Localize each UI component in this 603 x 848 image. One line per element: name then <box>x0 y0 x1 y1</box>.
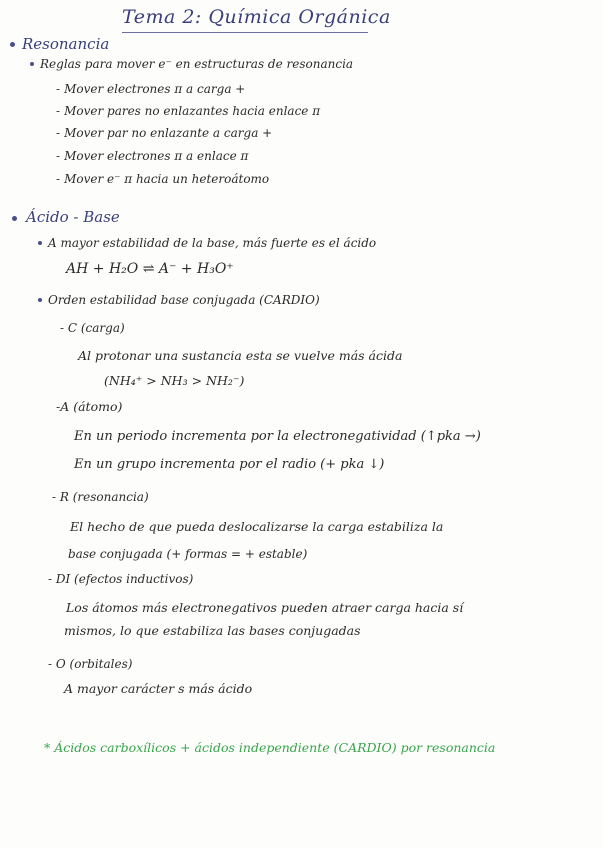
r-heading: - R (resonancia) <box>52 490 149 504</box>
order-heading: Orden estabilidad base conjugada (CARDIO) <box>48 293 320 307</box>
bullet-order <box>38 298 42 302</box>
di-text-2: mismos, lo que estabiliza las bases conjugadas <box>64 623 361 638</box>
bullet-reglas <box>30 62 34 66</box>
o-text: A mayor carácter s más ácido <box>64 681 253 696</box>
bullet-acido-base <box>12 216 17 221</box>
rule-item: - Mover electrones π a carga + <box>56 82 246 96</box>
r-text-2: base conjugada (+ formas = + estable) <box>68 547 308 561</box>
rule-item: - Mover electrones π a enlace π <box>56 149 249 163</box>
di-text-1: Los átomos más electronegativos pueden atraer carga hacia sí <box>66 600 464 615</box>
heading-resonancia: Resonancia <box>22 35 110 53</box>
highlight-note: * Ácidos carboxílicos + ácidos independiente (CARDIO) por resonancia <box>44 740 496 755</box>
stability-note: A mayor estabilidad de la base, más fuerte es el ácido <box>48 236 377 250</box>
rule-item: - Mover pares no enlazantes hacia enlace π <box>56 104 321 118</box>
r-text-1: El hecho de que pueda deslocalizarse la carga estabiliza la <box>70 519 444 534</box>
heading-acido-base: Ácido - Base <box>26 208 120 226</box>
acid-base-equation: AH + H₂O ⇌ A⁻ + H₃O⁺ <box>66 261 234 277</box>
rule-item: - Mover e⁻ π hacia un heteroátomo <box>56 172 270 186</box>
o-heading: - O (orbitales) <box>48 657 133 671</box>
c-heading: - C (carga) <box>60 321 125 335</box>
rule-item: - Mover par no enlazante a carga + <box>56 126 273 140</box>
c-text: Al protonar una sustancia esta se vuelve más ácida <box>78 348 403 363</box>
di-heading: - DI (efectos inductivos) <box>48 572 194 586</box>
c-order: (NH₄⁺ > NH₃ > NH₂⁻) <box>104 373 245 388</box>
page-title: Tema 2: Química Orgánica <box>122 6 391 28</box>
a-text-group: En un grupo incrementa por el radio (+ pka ↓) <box>74 457 385 472</box>
bullet-stability <box>38 241 42 245</box>
rules-heading: Reglas para mover e⁻ en estructuras de resonancia <box>40 57 354 71</box>
a-text-period: En un periodo incrementa por la electronegatividad (↑pka →) <box>74 429 481 444</box>
bullet-resonancia <box>10 42 15 47</box>
title-underline <box>122 32 368 33</box>
a-heading: -A (átomo) <box>56 399 123 414</box>
